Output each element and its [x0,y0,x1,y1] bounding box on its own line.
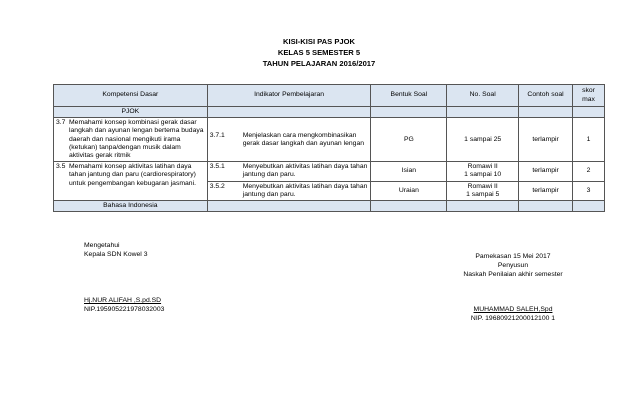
kd-text: Memahami konsep kombinasi gerak dasar langkah dan ayunan lengan bertema budaya daerah dan nasional mengikuti irama (ketukan) tanpa/dengan musik dalam aktivitas gerak ritmik [69,119,204,160]
footer-kepala: Kepala SDN Kowel 3 [84,251,148,258]
table-row [54,118,605,162]
indikator-text: Menyebutkan aktivitas latihan daya tahan jantung dan paru. [242,163,368,179]
no-soal-cell [447,162,519,181]
footer-left-nip: NIP.195905221978032003 [84,306,165,313]
bentuk-cell: Uraian [371,181,447,200]
header-contoh: Contoh soal [519,85,573,107]
contoh-cell: terlampir [519,181,573,200]
doc-subtitle-class: KELAS 5 SEMESTER 5 [277,48,361,57]
footer-mengetahui: Mengetahui [84,242,120,249]
contoh-cell: terlampir [519,162,573,181]
no-soal-cell: 1 sampai 25 [447,118,519,162]
footer-right-block [418,252,608,279]
kd-number: 3.7 [56,119,66,127]
no-soal-line: 1 sampai 10 [464,171,502,179]
indikator-cell [207,162,371,181]
skor-cell: 3 [573,181,605,200]
section-row-bahasa [54,201,605,212]
kd-cell [54,162,208,201]
section-label-bahasa: Bahasa Indonesia [54,201,208,212]
footer-right-name: MUHAMMAD SALEH,Spd [473,306,553,313]
kd-number: 3.5 [56,163,66,171]
indikator-number: 3.5.1 [209,163,225,171]
kd-text: Memahami konsep aktivitas latihan daya tahan jantung dan paru (cardiorespiratory) untuk pengembangan kebugaran jasmani. [69,163,196,187]
footer-right-nip: NIP. 19680921200012100 1 [470,315,556,322]
footer-place-date: Pamekasan 15 Mei 2017 [475,253,551,260]
header-no-soal: No. Soal [447,85,519,107]
no-soal-cell [447,181,519,200]
section-label-pjok: PJOK [54,107,208,118]
indikator-text: Menyebutkan aktivitas latihan daya tahan jantung dan paru. [242,182,368,198]
header-skor: skor max [573,85,605,107]
footer-right-signature [418,305,608,323]
no-soal-line: Romawi II [467,182,498,190]
indikator-cell [207,118,371,162]
footer-penyusun: Penyusun [497,262,529,269]
doc-title: KISI-KISI PAS PJOK [282,37,355,46]
header-bentuk: Bentuk Soal [371,85,447,107]
footer-left-name: Hj.NUR ALIFAH ,S.pd.SD [84,297,162,304]
table-header-row [54,85,605,107]
kisi-kisi-table [53,84,605,212]
skor-cell: 1 [573,118,605,162]
kd-cell [54,118,208,162]
no-soal-line: Romawi II [467,163,498,171]
section-row-pjok [54,107,605,118]
footer-naskah: Naskah Penilaian akhir semester [463,271,563,278]
footer-left-signature [84,296,164,314]
indikator-cell [207,181,371,200]
bentuk-cell: PG [371,118,447,162]
footer-left-block [84,241,147,259]
header-kompetensi: Kompetensi Dasar [54,85,208,107]
table-row [54,162,605,181]
contoh-cell: terlampir [519,118,573,162]
bentuk-cell: Isian [371,162,447,181]
header-indikator: Indikator Pembelajaran [207,85,371,107]
skor-cell: 2 [573,162,605,181]
indikator-number: 3.5.2 [209,182,225,190]
doc-subtitle-year: TAHUN PELAJARAN 2016/2017 [262,59,376,68]
indikator-number: 3.7.1 [209,131,225,139]
no-soal-line: 1 sampai 5 [466,190,500,198]
indikator-text: Menjelaskan cara mengkombinasikan gerak dasar langkah dan ayunan lengan [242,131,365,147]
